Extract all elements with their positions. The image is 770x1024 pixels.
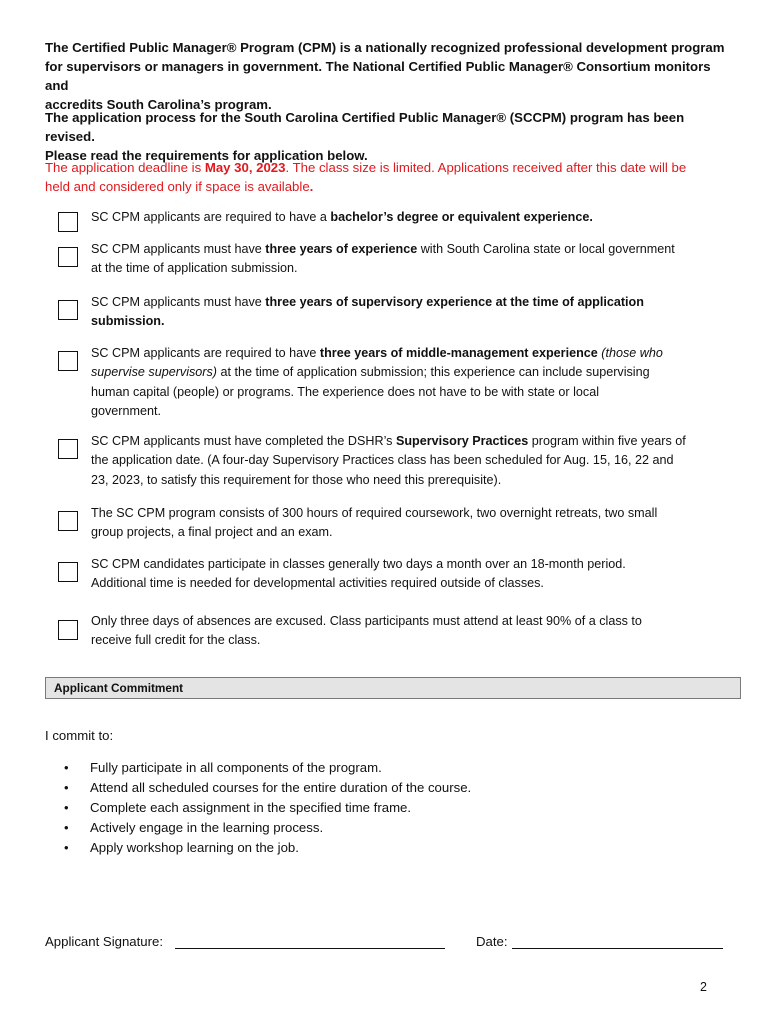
bullet-icon: • [64,780,69,795]
requirement-text [91,612,731,651]
requirement-checkbox[interactable] [58,562,78,582]
requirement-line: submission. [91,314,165,329]
requirement-line: Additional time is needed for developmental activities required outside of classes. [91,576,544,591]
signature-label: Applicant Signature: [45,934,164,949]
requirement-line: SC CPM applicants must have completed the DSHR’s Supervisory Practices program within five years of [91,434,686,448]
requirement-checkbox[interactable] [58,300,78,320]
list-item: • Complete each assignment in the specified time frame. [62,798,662,818]
requirement-checkbox[interactable] [58,247,78,267]
requirement-line: Only three days of absences are excused. Class participants must attend at least 90% of a class to [91,614,642,628]
requirement-line: supervise supervisors) at the time of application submission; this experience can include supervising [91,365,650,380]
requirement-checkbox[interactable] [58,511,78,531]
bullet-icon: • [64,840,69,855]
date-label: Date: [476,934,508,949]
list-item: • Apply workshop learning on the job. [62,838,662,858]
intro-line: The application process for the South Carolina Certified Public Manager® (SCCPM) program has been revised. [45,110,685,144]
date-field[interactable] [512,948,723,949]
requirement-line: SC CPM applicants must have three years of experience with South Carolina state or local government [91,242,675,256]
signature-field[interactable] [175,948,445,949]
intro-line: The Certified Public Manager® Program (CPM) is a nationally recognized professional development program [45,40,725,55]
requirement-text [91,208,731,227]
requirement-line: the application date. (A four-day Supervisory Practices class has been scheduled for Aug. 15, 16, 22 and [91,453,674,468]
list-item: • Actively engage in the learning process. [62,818,662,838]
requirement-line: at the time of application submission. [91,261,298,276]
requirement-text [91,504,731,543]
requirement-line: group projects, a final project and an exam. [91,525,333,540]
requirement-line: The SC CPM program consists of 300 hours of required coursework, two overnight retreats, two small [91,506,658,520]
deadline-date: May 30, 2023 [204,160,286,175]
requirement-checkbox[interactable] [58,439,78,459]
section-header-applicant-commitment: Applicant Commitment [45,677,741,699]
bullet-icon: • [64,800,69,815]
requirement-line: SC CPM candidates participate in classes generally two days a month over an 18-month period. [91,557,626,571]
requirement-checkbox[interactable] [58,351,78,371]
intro-paragraph-1 [45,38,735,114]
intro-line: accredits South Carolina’s program. [45,97,272,112]
requirement-text [91,344,731,421]
requirement-checkbox[interactable] [58,620,78,640]
requirement-line: SC CPM applicants are required to have three years of middle-management experience (those who [91,346,663,360]
commit-intro: I commit to: [45,728,114,743]
intro-paragraph-2 [45,108,735,165]
list-item: • Attend all scheduled courses for the entire duration of the course. [62,778,662,798]
requirement-line: receive full credit for the class. [91,633,261,648]
bullet-icon: • [64,820,69,835]
requirement-line: SC CPM applicants are required to have a bachelor’s degree or equivalent experience. [91,210,593,224]
requirement-text [91,240,731,279]
commitment-list [62,758,662,858]
requirement-text [91,293,731,332]
intro-line: for supervisors or managers in government. The National Certified Public Manager® Consortium monitors and [45,59,711,93]
bullet-icon: • [64,760,69,775]
requirement-checkbox[interactable] [58,212,78,232]
requirement-text [91,432,731,490]
requirement-line: SC CPM applicants must have three years of supervisory experience at the time of application [91,295,644,309]
list-item: • Fully participate in all components of the program. [62,758,662,778]
deadline-notice: The application deadline is May 30, 2023. The class size is limited. Applications received after this date will be held and considered only if space is available. [45,160,687,194]
page-number: 2 [700,980,707,994]
requirement-line: government. [91,403,162,418]
intro-line: Please read the requirements for application below. [45,148,368,163]
requirement-text [91,555,731,594]
requirement-line: human capital (people) or programs. The experience does not have to be with state or local [91,384,600,399]
requirement-line: 23, 2023, to satisfy this requirement for those who need this prerequisite). [91,472,502,487]
